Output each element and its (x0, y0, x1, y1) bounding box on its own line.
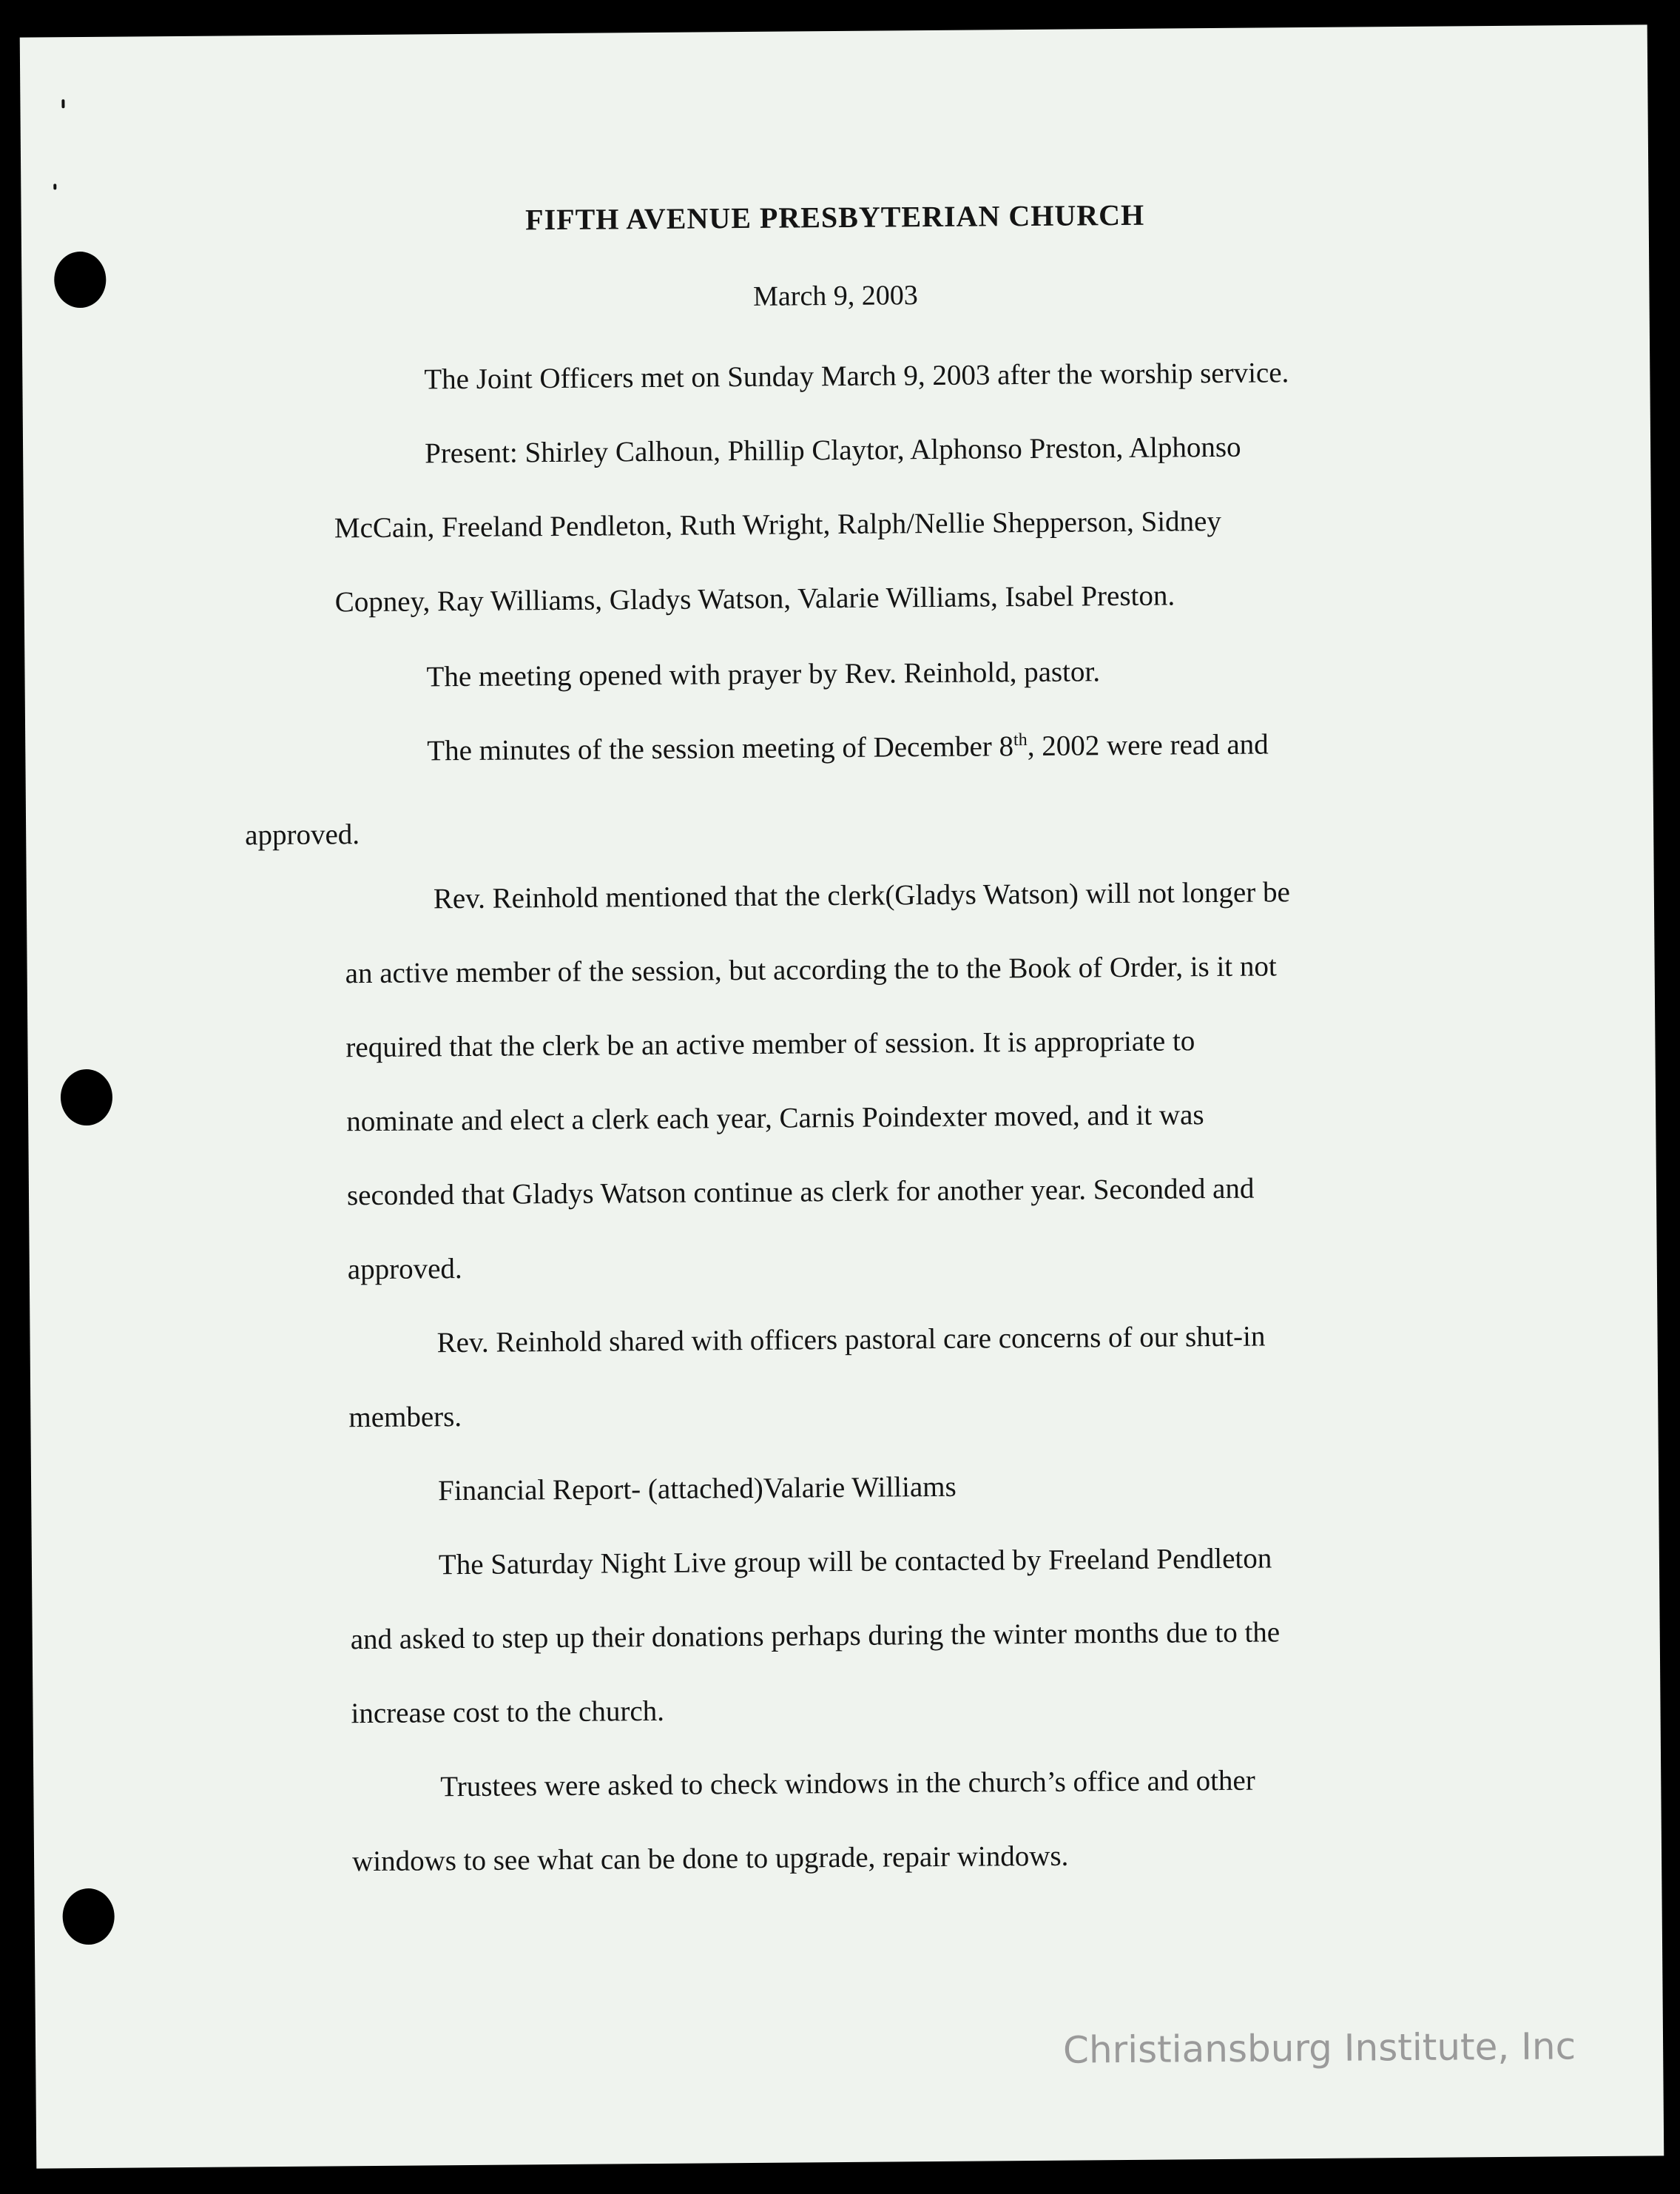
text-line: The Joint Officers met on Sunday March 9, 2003 after the worship service. (424, 357, 1289, 396)
text-line: approved. (347, 1253, 462, 1286)
text-line: windows to see what can be done to upgrade, repair windows. (351, 1840, 1069, 1878)
minutes-line-end: , 2002 were read and (1027, 728, 1269, 763)
text-line: seconded that Gladys Watson continue as clerk for another year. Seconded and (346, 1172, 1255, 1212)
text-line: Rev. Reinhold mentioned that the clerk(Gladys Watson) will not longer be (433, 876, 1290, 915)
text-line: approved. (245, 818, 360, 852)
text-line: increase cost to the church. (351, 1695, 665, 1730)
minutes-line (427, 727, 1269, 767)
document-title: FIFTH AVENUE PRESBYTERIAN CHURCH (525, 198, 1145, 237)
text-line: The Saturday Night Live group will be contacted by Freeland Pendleton (438, 1542, 1272, 1581)
text-line: and asked to step up their donations perhaps during the winter months due to the (350, 1616, 1281, 1656)
text-line: McCain, Freeland Pendleton, Ruth Wright, Ralph/Nellie Shepperson, Sidney (334, 505, 1222, 545)
document-date: March 9, 2003 (752, 280, 919, 312)
document-text (20, 24, 1664, 2168)
text-line: members. (348, 1401, 462, 1434)
text-line: Trustees were asked to check windows in the church’s office and other (440, 1764, 1255, 1803)
text-line: an active member of the session, but according the to the Book of Order, is it not (345, 950, 1277, 990)
text-line: nominate and elect a clerk each year, Carnis Poindexter moved, and it was (346, 1099, 1204, 1138)
minutes-line-start: The minutes of the session meeting of December 8 (427, 730, 1014, 767)
text-line: Present: Shirley Calhoun, Phillip Claytor, Alphonso Preston, Alphonso (424, 431, 1241, 470)
text-line: Financial Report- (attached)Valarie Williams (437, 1470, 957, 1507)
minutes-line-superscript: th (1013, 730, 1028, 750)
watermark: Christiansburg Institute, Inc (1062, 2025, 1576, 2072)
text-line: required that the clerk be an active member of session. It is appropriate to (345, 1025, 1195, 1064)
document-page (20, 24, 1664, 2168)
text-line: The meeting opened with prayer by Rev. Reinhold, pastor. (426, 656, 1101, 693)
text-line: Copney, Ray Williams, Gladys Watson, Valarie Williams, Isabel Preston. (334, 579, 1175, 619)
text-line: Rev. Reinhold shared with officers pastoral care concerns of our shut-in (436, 1320, 1266, 1359)
